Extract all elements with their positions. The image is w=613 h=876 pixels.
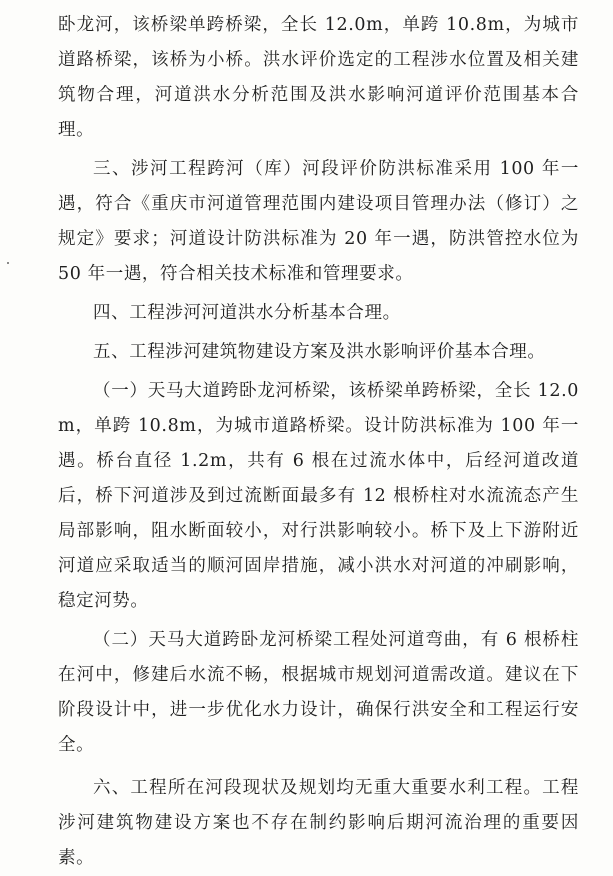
paragraph-section-4: 四、工程涉河河道洪水分析基本合理。: [93, 303, 401, 323]
paragraph-section-3: 三、涉河工程跨河（库）河段评价防洪标准采用 100 年一遇，符合《重庆市河道管理范围内建设项目管理办法（修订）之规定》要求；河道设计防洪标准为 20 年一遇，防洪管控水位为 50 年一遇，符合相关技术标准和管理要求。: [58, 159, 579, 284]
scan-speck: [7, 262, 9, 264]
paragraph-continuation: 卧龙河，该桥梁单跨桥梁，全长 12.0m，单跨 10.8m，为城市道路桥梁，该桥为小桥。洪水评价选定的工程涉水位置及相关建筑物合理，河道洪水分析范围及洪水影响河道评价范围基本合理。: [58, 15, 579, 140]
paragraph-section-5-1: （一）天马大道跨卧龙河桥梁，该桥梁单跨桥梁，全长 12.0m，单跨 10.8m，为城市道路桥梁。设计防洪标准为 100 年一遇。桥台直径 1.2m，共有 6 根在过流水体中，后经河道改道后，桥下河道涉及到过流断面最多有 12 根桥柱对水流流态产生局部影响，阻水断面较小，对行洪影响较小。桥下及上下游附近河道应采取适当的顺河固岸措施，减小洪水对河道的冲刷影响，稳定河势。: [58, 381, 579, 611]
paragraph-section-6: 六、工程所在河段现状及规划均无重大重要水利工程。工程涉河建筑物建设方案也不存在制约影响后期河流治理的重要因素。: [58, 778, 579, 868]
paragraph-section-5: 五、工程涉河建筑物建设方案及洪水影响评价基本合理。: [93, 342, 546, 362]
paragraph-section-5-2: （二）天马大道跨卧龙河桥梁工程处河道弯曲，有 6 根桥柱在河中，修建后水流不畅，根据城市规划河道需改道。建议在下阶段设计中，进一步优化水力设计，确保行洪安全和工程运行安全。: [58, 630, 579, 755]
